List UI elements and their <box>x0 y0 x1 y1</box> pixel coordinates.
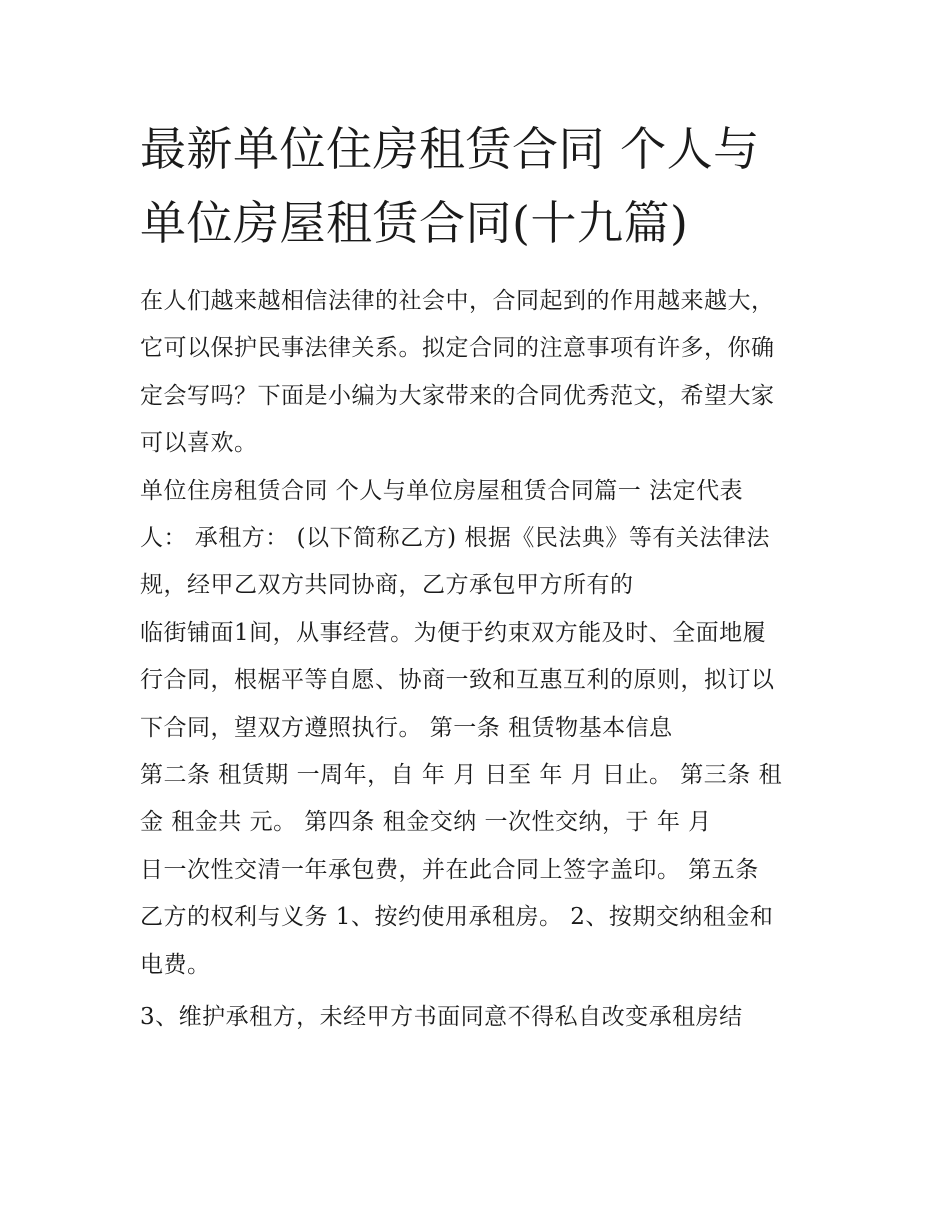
text-line: 金 租金共 元。 第四条 租金交纳 一次性交纳，于 年 月 <box>140 809 712 836</box>
text-line: 第二条 租赁期 一周年，自 年 月 日至 年 月 日止。 第三条 租 <box>140 762 783 789</box>
text-line: 单位住房租赁合同 个人与单位房屋租赁合同篇一 法定代表 <box>140 477 744 504</box>
text-line: 在人们越来越相信法律的社会中，合同起到的作用越来越大， <box>140 288 775 314</box>
text-line: 乙方的权利与义务 1、按约使用承租房。 2、按期交纳租金和 <box>140 904 774 931</box>
text-line: 临街铺面1间，从事经营。为便于约束双方能及时、全面地履 <box>140 619 767 646</box>
text-line: 行合同，根椐平等自愿、协商一致和互惠互利的原则，拟订以 <box>140 667 775 694</box>
text-line: 电费。 <box>140 951 211 978</box>
document-body <box>140 278 830 1042</box>
text-line: 人： 承租方： (以下简称乙方) 根据《民法典》等有关法律法 <box>140 525 770 552</box>
intro-paragraph <box>140 278 830 468</box>
text-line: 规，经甲乙双方共同协商，乙方承包甲方所有的 <box>140 572 634 599</box>
document-title <box>140 112 840 260</box>
text-line: 可以喜欢。 <box>140 430 258 457</box>
title-line: 最新单位住房租赁合同 个人与 <box>140 122 760 176</box>
clause-paragraph <box>140 994 830 1041</box>
text-line: 它可以保护民事法律关系。拟定合同的注意事项有许多，你确 <box>140 335 775 362</box>
text-line: 3、维护承租方，未经甲方书面同意不得私自改变承租房结 <box>140 1004 743 1031</box>
contract-section <box>140 468 830 989</box>
title-line: 单位房屋租赁合同(十九篇) <box>140 196 689 250</box>
text-line: 日一次性交清一年承包费，并在此合同上签字盖印。 第五条 <box>140 856 759 883</box>
text-line: 定会写吗？下面是小编为大家带来的合同优秀范文，希望大家 <box>140 382 775 409</box>
text-line: 下合同，望双方遵照执行。 第一条 租赁物基本信息 <box>140 714 673 741</box>
